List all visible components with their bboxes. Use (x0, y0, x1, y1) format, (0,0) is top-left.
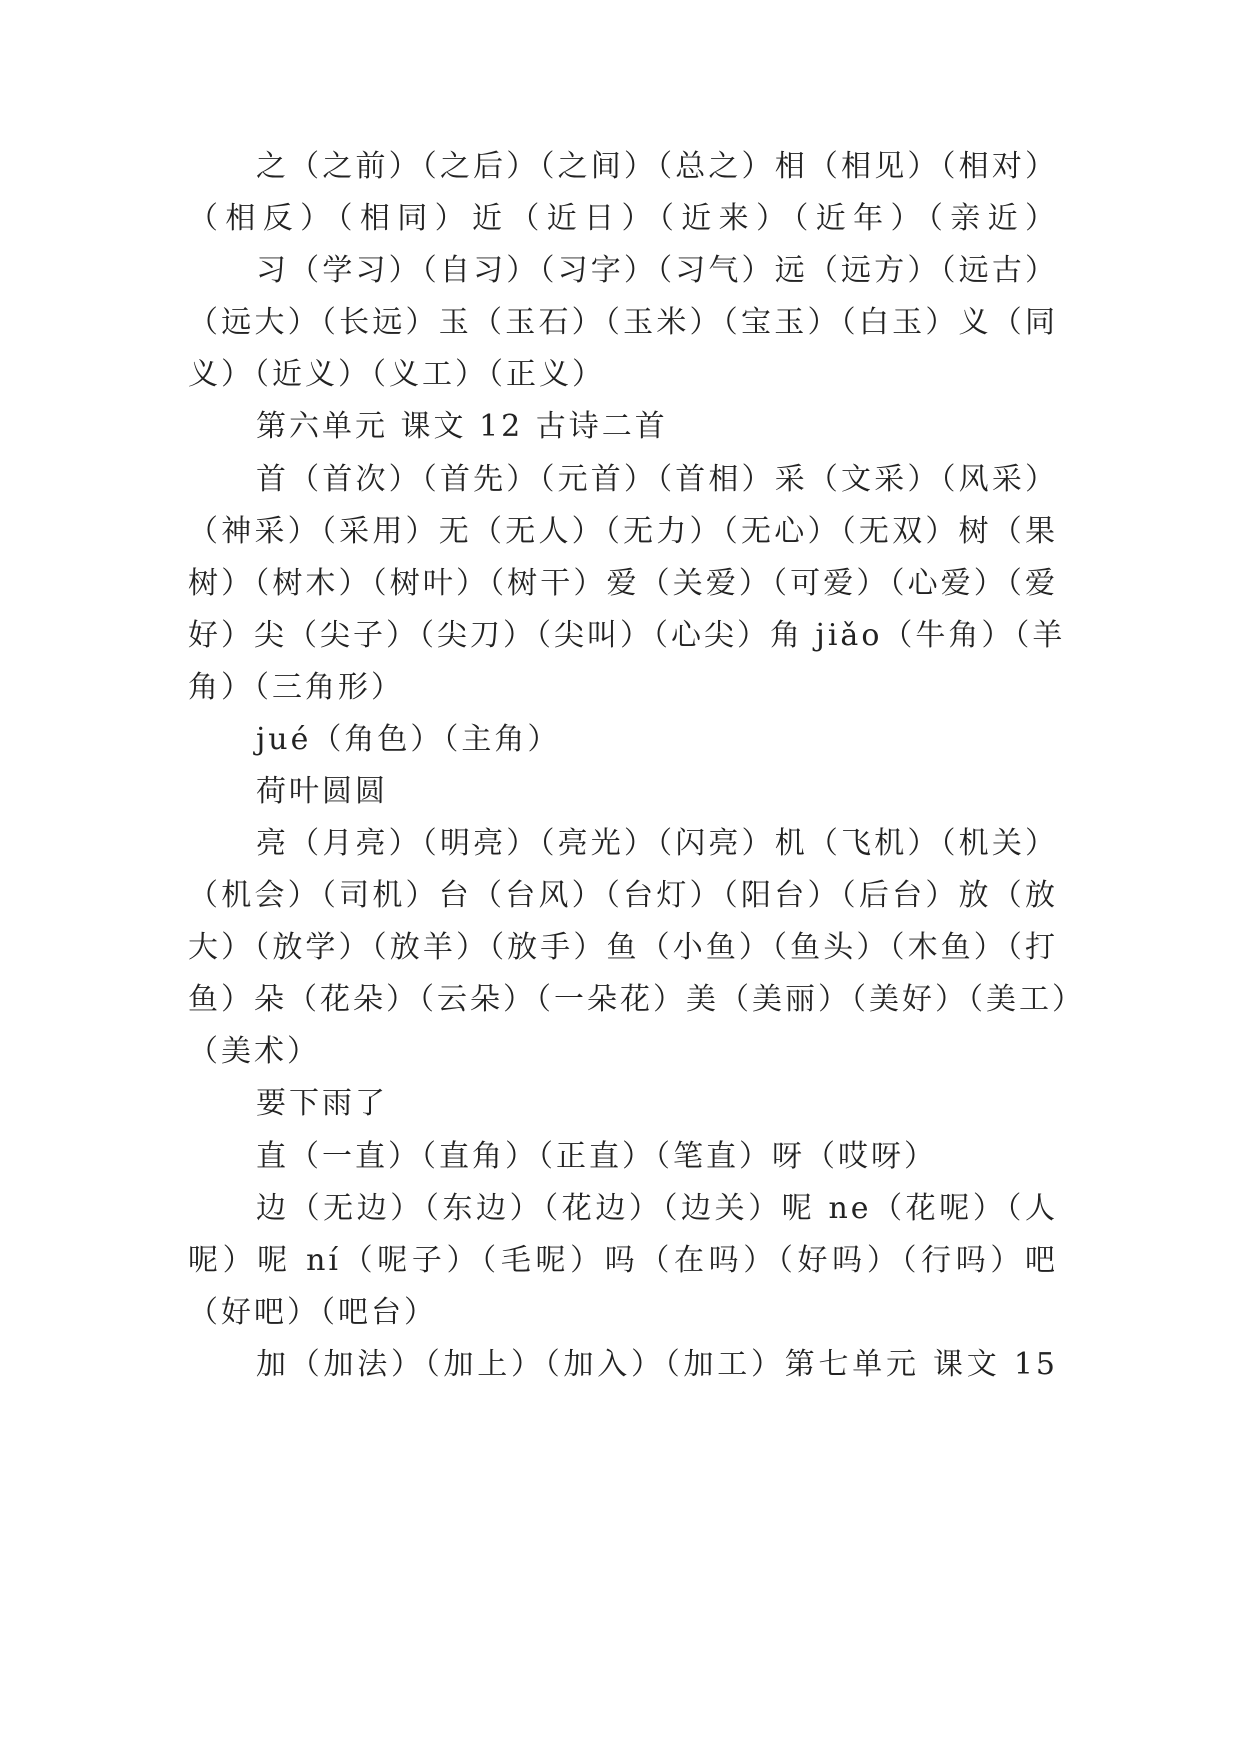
text-line: （机会）（司机）台（台风）（台灯）（阳台）（后台）放（放 (188, 878, 1058, 913)
text-line: 边（无边）（东边）（花边）（边关）呢 ne（花呢）（人 (256, 1191, 1058, 1226)
text-line: 呢）呢 ní（呢子）（毛呢）吗（在吗）（好吗）（行吗）吧 (188, 1243, 1058, 1278)
text-line: （好吧）（吧台） (188, 1295, 437, 1330)
text-line: 角）（三角形） (188, 670, 404, 705)
text-line: 之（之前）（之后）（之间）（总之）相（相见）（相对） (256, 149, 1058, 184)
text-line: （神采）（采用）无（无人）（无力）（无心）（无双）树（果 (188, 514, 1058, 549)
text-line: 加（加法）（加上）（加入）（加工）第七单元 课文 15 (256, 1347, 1058, 1382)
text-line: （远大）（长远）玉（玉石）（玉米）（宝玉）（白玉）义（同 (188, 305, 1058, 340)
text-line: 首（首次）（首先）（元首）（首相）采（文采）（风采） (256, 462, 1058, 497)
section-heading: 要下雨了 (256, 1086, 388, 1121)
text-line: 直（一直）（直角）（正直）（笔直）呀（哎呀） (256, 1139, 937, 1174)
text-line: 习（学习）（自习）（习字）（习气）远（远方）（远古） (256, 253, 1058, 288)
text-line: jué（角色）（主角） (256, 722, 561, 757)
text-line: （美术） (188, 1034, 320, 1069)
text-line: 义）（近义）（义工）（正义） (188, 357, 605, 392)
section-heading: 荷叶圆圆 (256, 774, 388, 809)
text-line: 好）尖（尖子）（尖刀）（尖叫）（心尖）角 jiǎo（牛角）（羊 (188, 618, 1066, 653)
text-line: 大）（放学）（放羊）（放手）鱼（小鱼）（鱼头）（木鱼）（打 (188, 930, 1058, 965)
text-line: 亮（月亮）（明亮）（亮光）（闪亮）机（飞机）（机关） (256, 826, 1058, 861)
section-heading: 第六单元 课文 12 古诗二首 (256, 409, 668, 444)
text-line: （相反）（相同）近（近日）（近来）（近年）（亲近） (188, 201, 1058, 236)
text-line: 树）（树木）（树叶）（树干）爱（关爱）（可爱）（心爱）（爱 (188, 566, 1058, 601)
text-line: 鱼）朵（花朵）（云朵）（一朵花）美（美丽）（美好）（美工） (188, 982, 1085, 1017)
